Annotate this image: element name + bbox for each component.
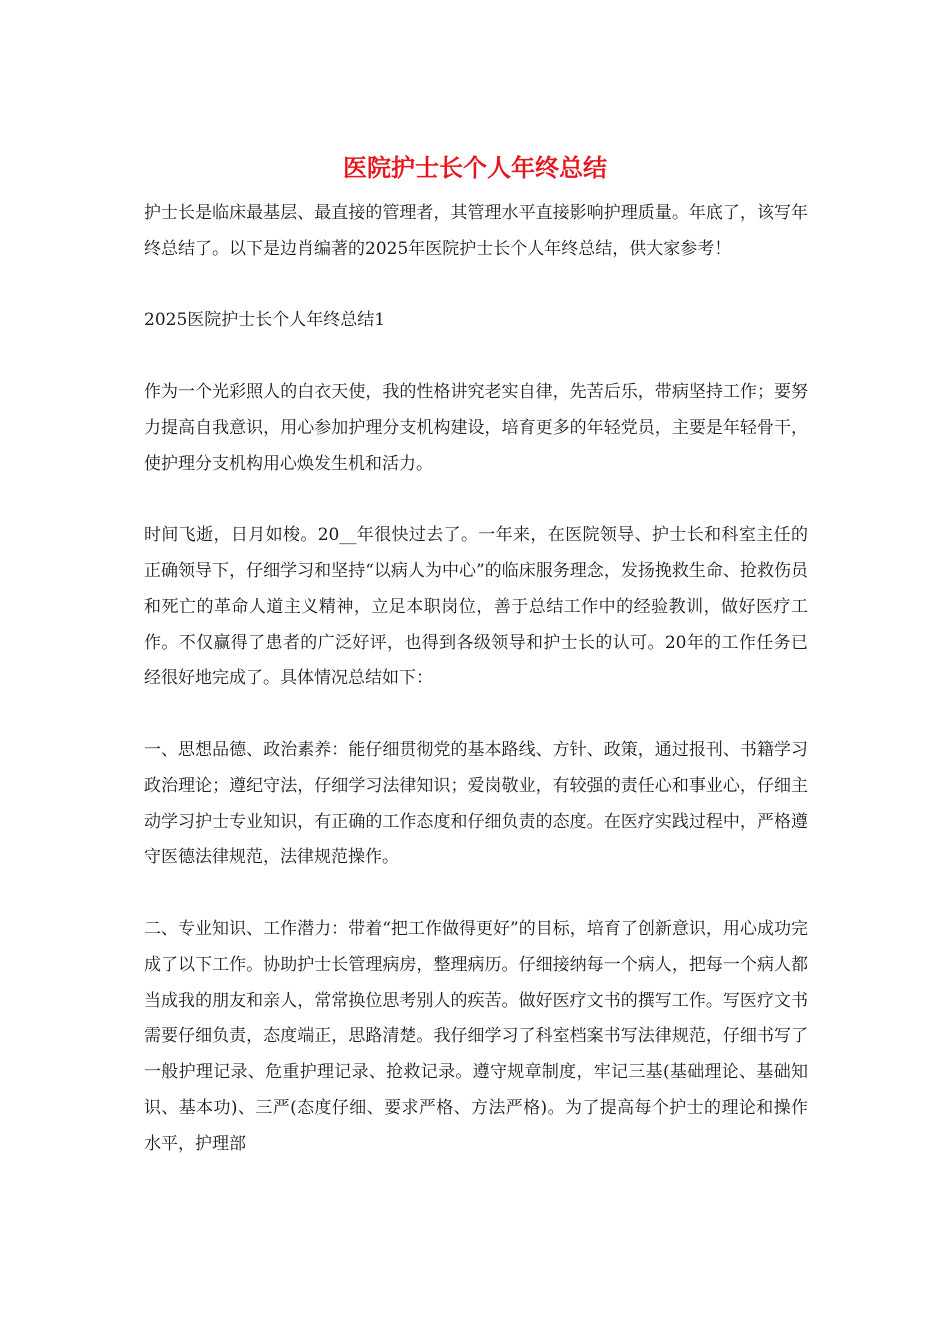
body-paragraph: 作为一个光彩照人的白衣天使，我的性格讲究老实自律，先苦后乐，带病坚持工作；要努力提高自我意识，用心参加护理分支机构建设，培育更多的年轻党员，主要是年轻骨干，使护理分支机构用心焕发生机和活力。: [144, 381, 808, 474]
body-paragraph: 时间飞逝，日月如梭。20__年很快过去了。一年来，在医院领导、护士长和科室主任的正确领导下，仔细学习和坚持“以病人为中心”的临床服务理念，发扬挽救生命、抢救伤员和死亡的革命人道主义精神，立足本职岗位，善于总结工作中的经验教训，做好医疗工作。不仅赢得了患者的广泛好评，也得到各级领导和护士长的认可。20年的工作任务已经很好地完成了。具体情况总结如下：: [144, 525, 808, 689]
intro-paragraph: 护士长是临床最基层、最直接的管理者，其管理水平直接影响护理质量。年底了，该写年终总结了。以下是边肖编著的2025年医院护士长个人年终总结，供大家参考！: [144, 203, 808, 259]
document-body: [144, 196, 808, 1198]
section-heading: 2025医院护士长个人年终总结1: [144, 310, 386, 331]
body-paragraph: 一、思想品德、政治素养：能仔细贯彻党的基本路线、方针、政策，通过报刊、书籍学习政治理论；遵纪守法，仔细学习法律知识；爱岗敬业，有较强的责任心和事业心，仔细主动学习护士专业知识，有正确的工作态度和仔细负责的态度。在医疗实践过程中，严格遵守医德法律规范，法律规范操作。: [144, 739, 808, 868]
body-paragraph: 二、专业知识、工作潜力：带着“把工作做得更好”的目标，培育了创新意识，用心成功完成了以下工作。协助护士长管理病房，整理病历。仔细接纳每一个病人，把每一个病人都当成我的朋友和亲人，常常换位思考别人的疾苦。做好医疗文书的撰写工作。写医疗文书需要仔细负责，态度端正，思路清楚。我仔细学习了科室档案书写法律规范，仔细书写了一般护理记录、危重护理记录、抢救记录。遵守规章制度，牢记三基(基础理论、基础知识、基本功)、三严(态度仔细、要求严格、方法严格)。为了提高每个护士的理论和操作水平，护理部: [144, 918, 808, 1154]
document-title: 医院护士长个人年终总结: [343, 153, 607, 182]
